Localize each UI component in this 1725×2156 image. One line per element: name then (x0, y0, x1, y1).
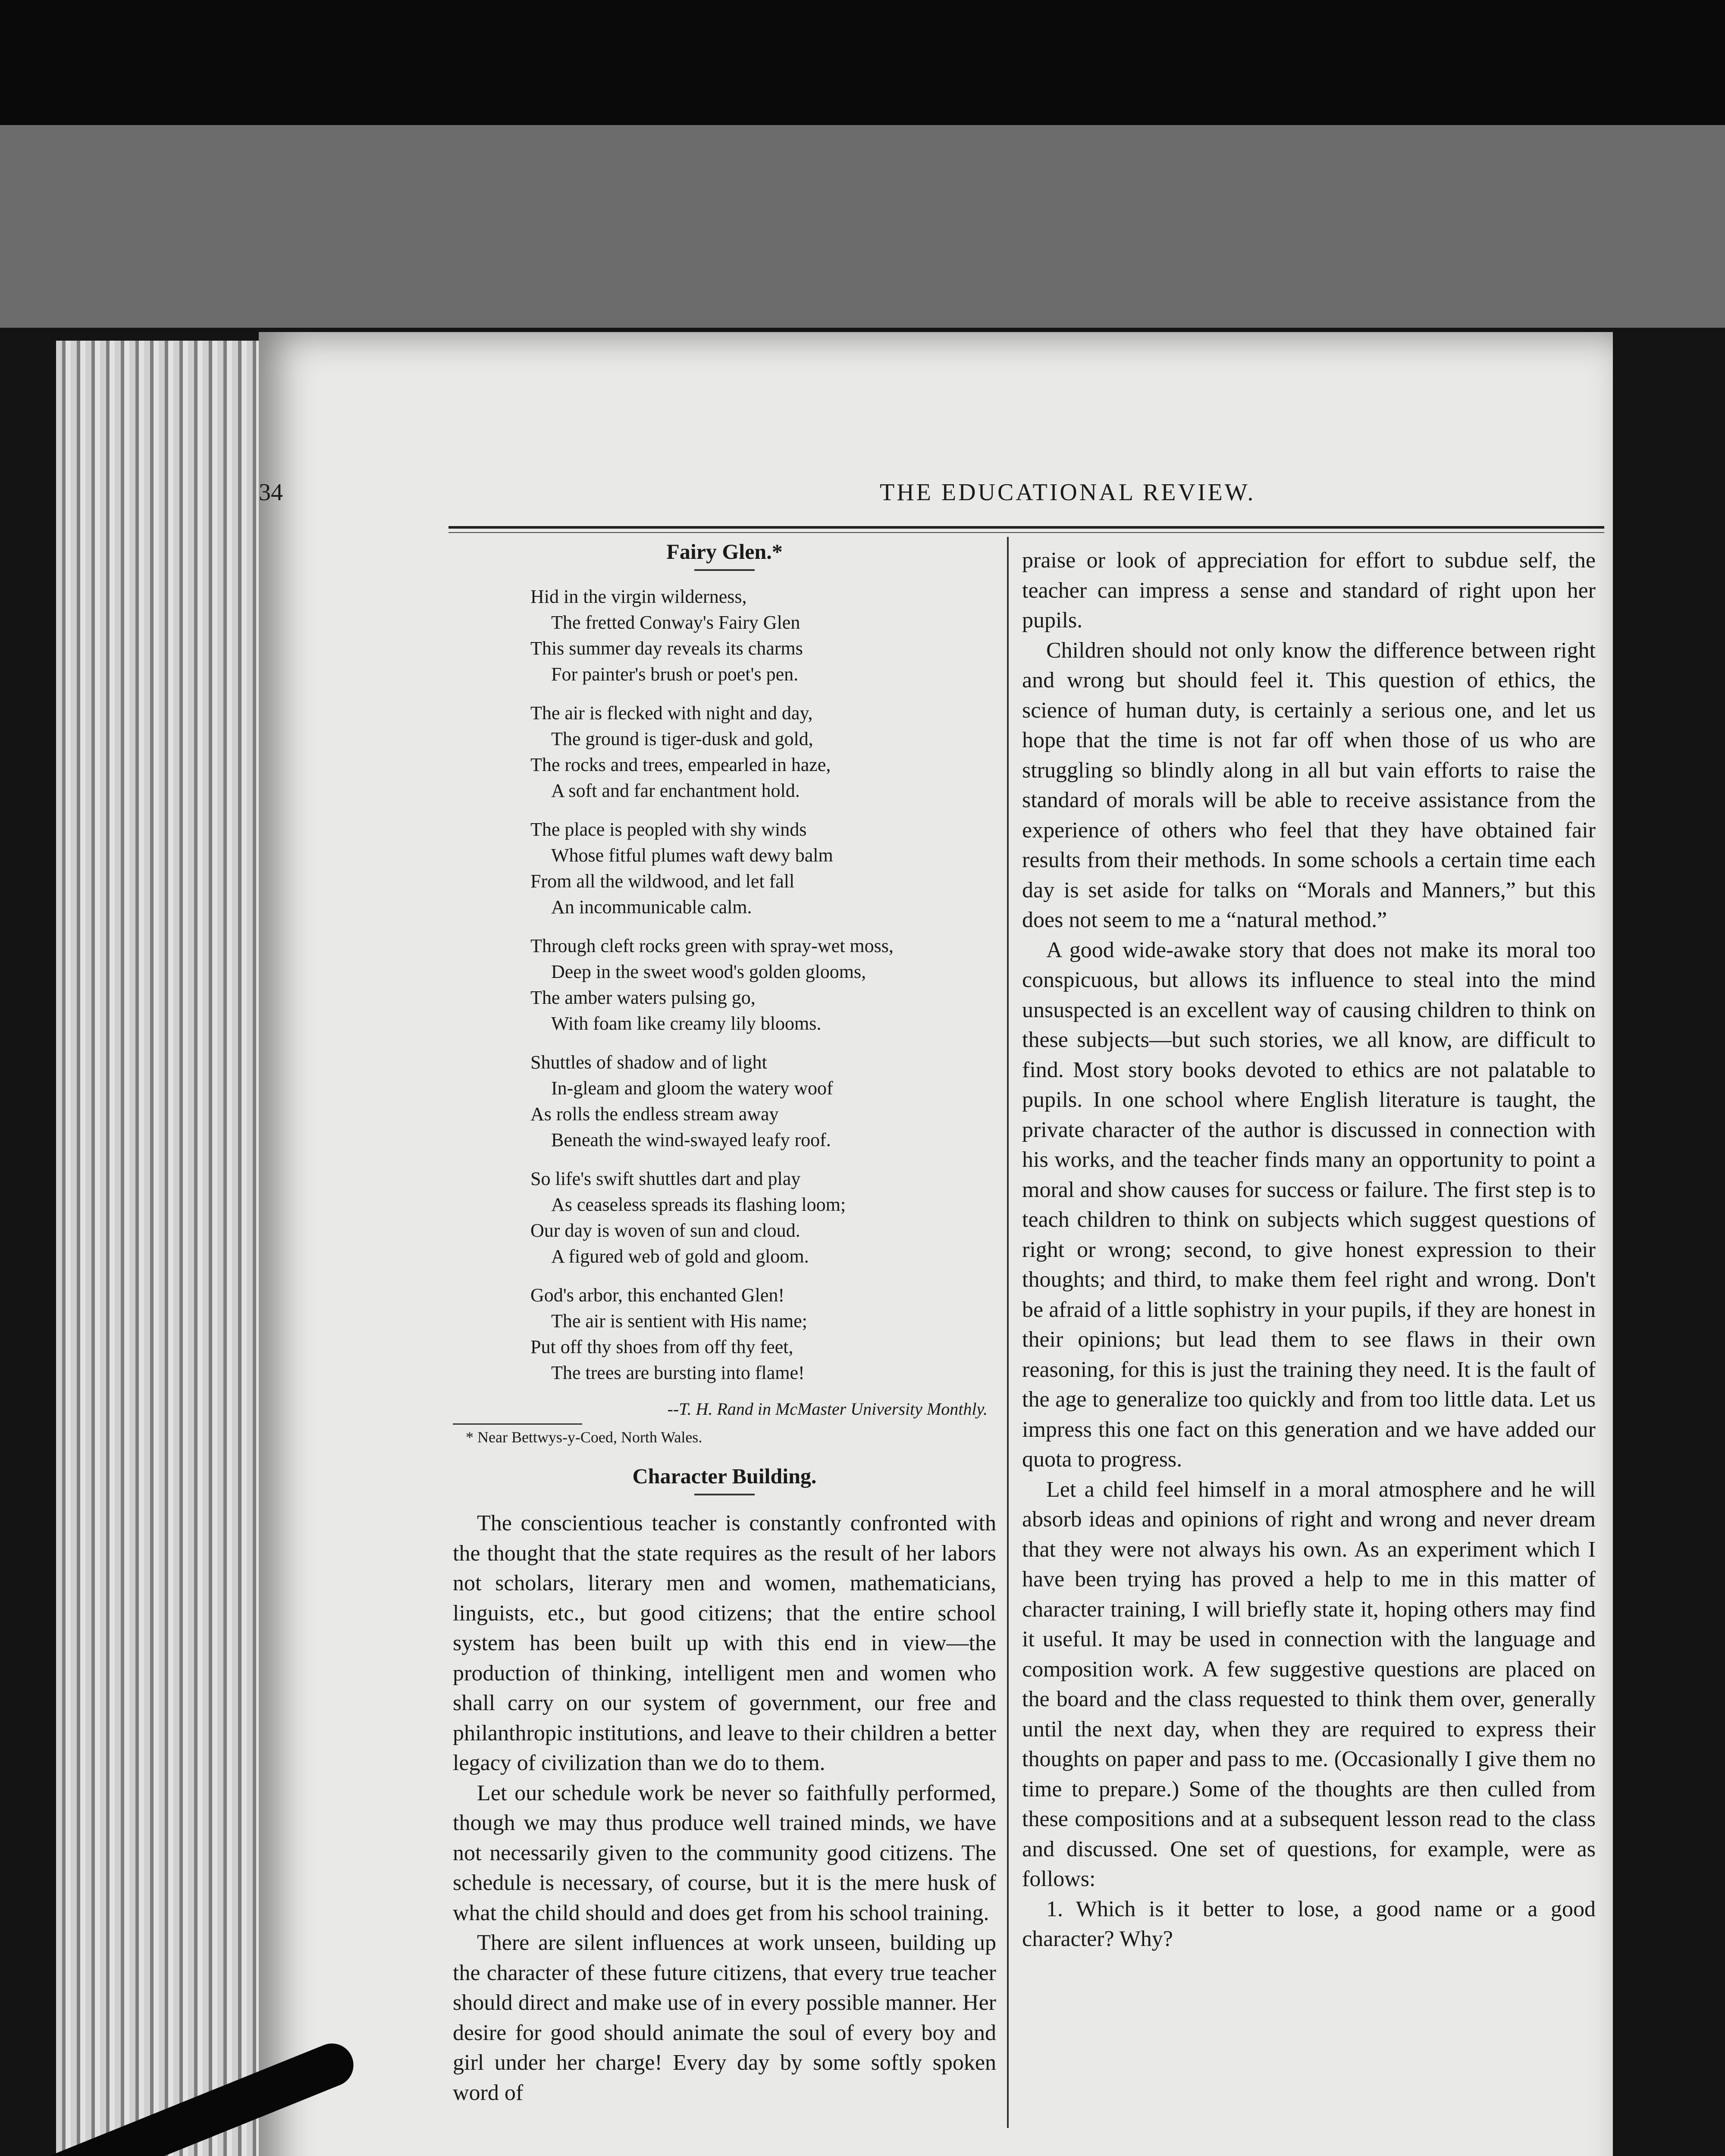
paragraph: A good wide-awake story that does not make its moral too conspicuous, but allows its influence to steal into the mind unsuspected is an excellent way of causing children to think on these subjects—but such stories, we all know, are difficult to find. Most story books devoted to ethics are not palatable to pupils. In one school where English literature is taught, the private character of the author is discussed in connection with his works, and the teacher finds many an opportunity to point a moral and show causes for success or failure. The first step is to teach children to think on subjects which suggest questions of right or wrong; second, to give honest expression to their thoughts; and third, to make them feel right and wrong. Don't be afraid of a little sophistry in your pupils, if they are honest in their opinions; but lead them to see flaws in their own reasoning, for this is just the training they need. It is the fault of the age to generalize too quickly and from too little data. Let us impress this one fact on this generation and we have added our quota to progress. (1022, 937, 1596, 1472)
paragraph: Let our schedule work be never so faithfully performed, though we may thus produce well trained minds, we have not necessarily given to the community good citizens. The schedule is necessary, of course, but it is the mere husk of what the child should and does get from his school training. (453, 1780, 996, 1925)
poem-line: The fretted Conway's Fairy Glen (551, 612, 800, 633)
poem-line: A soft and far enchantment hold. (551, 780, 800, 801)
poem-line: From all the wildwood, and let fall (530, 871, 795, 892)
article-body-left (453, 1508, 996, 2108)
film-backdrop-grey (0, 125, 1725, 328)
poem-line: An incommunicable calm. (551, 896, 752, 918)
poem-line: Hid in the virgin wilderness, (530, 586, 747, 607)
paragraph: There are silent influences at work unseen, building up the character of these future citizens, that every true teacher should direct and make use of in every possible manner. Her desire for good should animate the soul of every boy and girl under her charge! Every day by some softly spoken word of (453, 1930, 996, 2105)
header-rule-thin (448, 532, 1604, 533)
poem-line: Deep in the sweet wood's golden glooms, (551, 961, 866, 982)
poem-line: With foam like creamy lily blooms. (551, 1013, 822, 1034)
poem-line: Put off thy shoes from off thy feet, (530, 1336, 794, 1357)
poem-stanza (530, 1166, 996, 1269)
title-rule (694, 569, 755, 571)
left-column (453, 539, 996, 2108)
poem-line: As ceaseless spreads its flashing loom; (551, 1194, 846, 1215)
poem-line: Whose fitful plumes waft dewy balm (551, 845, 833, 866)
poem-line: Our day is woven of sun and cloud. (530, 1220, 800, 1241)
paragraph: Let a child feel himself in a moral atmosphere and he will absorb ideas and opinions of right and wrong and never dream that they were not always his own. As an experiment which I have been trying has proved a help to me in this matter of character training, I will briefly state it, hoping others may find it useful. It may be used in connection with the language and composition work. A few suggestive questions are placed on the board and the class requested to think them over, generally until the next day, when they are required to express their thoughts on paper and pass to me. (Occasionally I give them no time to prepare.) Some of the thoughts are then culled from these compositions and at a subsequent lesson read to the class and discussed. One set of questions, for example, were as follows: (1022, 1477, 1596, 1891)
poem-line: For painter's brush or poet's pen. (551, 664, 799, 685)
right-column (1022, 545, 1596, 1954)
poem-line: God's arbor, this enchanted Glen! (530, 1285, 784, 1306)
article-title: Character Building. (632, 1464, 817, 1488)
poem-line: The trees are bursting into flame! (551, 1362, 805, 1383)
paragraph: 1. Which is it better to lose, a good name or a good character? Why? (1022, 1896, 1596, 1951)
poem-credit: --T. H. Rand in McMaster University Monthly. (667, 1399, 988, 1419)
poem-stanza (530, 817, 996, 920)
paragraph: The conscientious teacher is constantly confronted with the thought that the state requires as the result of her labors not scholars, literary men and women, mathematicians, linguists, etc., but good citizens; that the entire school system has been built up with this end in view—the production of thinking, intelligent men and women who shall carry on our system of government, our free and philanthropic institutions, and leave to their children a better legacy of civilization than we do to them. (453, 1511, 996, 1775)
poem-line: So life's swift shuttles dart and play (530, 1168, 801, 1189)
poem-stanza (530, 1282, 996, 1386)
footnote: * Near Bettwys-y-Coed, North Wales. (466, 1429, 703, 1446)
header-rule (448, 526, 1604, 529)
paragraph: praise or look of appreciation for effort to subdue self, the teacher can impress a sense and standard of right upon her pupils. (1022, 548, 1596, 633)
poem-title: Fairy Glen.* (666, 539, 783, 564)
poem-line: This summer day reveals its charms (530, 638, 803, 659)
poem-line: The place is peopled with shy winds (530, 819, 807, 840)
poem-stanza (530, 700, 996, 804)
poem-line: The air is sentient with His name; (551, 1310, 807, 1332)
poem-line: Shuttles of shadow and of light (530, 1052, 767, 1073)
poem-line: The air is flecked with night and day, (530, 702, 813, 724)
poem-stanza (530, 584, 996, 687)
title-rule (694, 1494, 755, 1495)
film-border-top (0, 0, 1725, 125)
poem-line: The ground is tiger-dusk and gold, (551, 728, 813, 749)
running-head-title: THE EDUCATIONAL REVIEW. (880, 479, 1256, 506)
poem-line: As rolls the endless stream away (530, 1103, 779, 1125)
column-separator (1007, 537, 1009, 2128)
article-body-right (1022, 545, 1596, 1954)
poem-line: The rocks and trees, empearled in haze, (530, 754, 831, 775)
page-number: 34 (259, 479, 283, 506)
poem-stanza (530, 1050, 996, 1153)
poem-line: The amber waters pulsing go, (530, 987, 756, 1008)
footnote-rule (453, 1423, 582, 1425)
book-page-edges (56, 341, 272, 2156)
paragraph: Children should not only know the difference between right and wrong but should feel it. This question of ethics, the science of human duty, is certainly a serious one, and let us hope that the time is not far off when those of us who are struggling so blindly along in all but vain efforts to raise the standard of morals will be able to receive assistance from the experience of others who feel that they have obtained fair results from their methods. In some schools a certain time each day is set aside for talks on “Morals and Manners,” but this does not seem to me a “natural method.” (1022, 638, 1596, 932)
poem-line: Through cleft rocks green with spray-wet moss, (530, 935, 894, 956)
poem-stanza (530, 933, 996, 1037)
poem-line: A figured web of gold and gloom. (551, 1246, 809, 1267)
poem-line: Beneath the wind-swayed leafy roof. (551, 1129, 831, 1150)
poem-line: In-gleam and gloom the watery woof (551, 1078, 833, 1099)
